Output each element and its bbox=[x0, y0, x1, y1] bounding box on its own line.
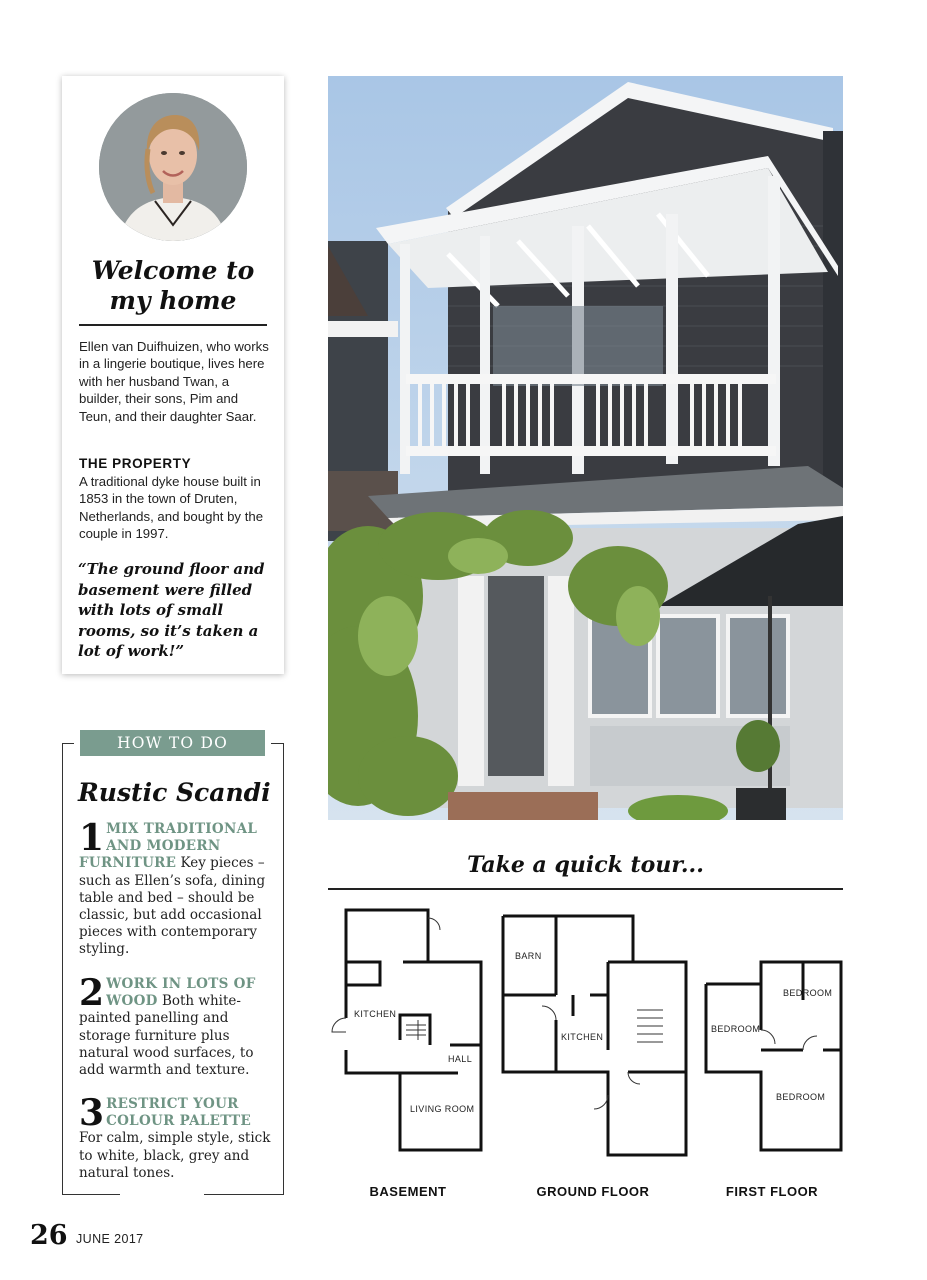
tip-heading: RESTRICT YOUR COLOUR PALETTE bbox=[106, 1096, 252, 1130]
issue-date: JUNE 2017 bbox=[76, 1232, 144, 1246]
tour-title: Take a quick tour... bbox=[467, 852, 704, 878]
floorplans bbox=[328, 900, 843, 1170]
room-label: BEDROOM bbox=[783, 988, 833, 998]
tip-number: 2 bbox=[79, 972, 105, 1014]
tip-text: Both white-painted panelling and storage furniture plus natural wood surfaces, to add warmth and texture. bbox=[79, 993, 254, 1079]
page-title: Welcome to my home bbox=[91, 256, 255, 315]
box-border-gap bbox=[120, 1191, 204, 1197]
tour-divider bbox=[328, 888, 843, 890]
room-label: BARN bbox=[515, 951, 542, 961]
floor-label-first: FIRST FLOOR bbox=[725, 1184, 819, 1199]
tip-item bbox=[79, 817, 275, 959]
how-to-title: Rustic Scandi bbox=[78, 778, 271, 807]
room-label: LIVING ROOM bbox=[410, 1104, 475, 1114]
tip-number: 1 bbox=[79, 817, 105, 859]
tip-text: For calm, simple style, stick to white, black, grey and natural tones. bbox=[79, 1130, 271, 1181]
pull-quote: “The ground floor and basement were filled with lots of small rooms, so it’s taken a lot of work!” bbox=[78, 560, 265, 660]
property-text: A traditional dyke house built in 1853 in the town of Druten, Netherlands, and bought by the couple in 1997. bbox=[79, 474, 264, 542]
how-to-tag: HOW TO DO bbox=[80, 730, 265, 756]
tip-text: Key pieces – such as Ellen’s sofa, dining table and bed – should be classic, but add occasional pieces with contemporary styling. bbox=[79, 855, 266, 958]
room-label: KITCHEN bbox=[561, 1032, 604, 1042]
room-label: HALL bbox=[448, 1054, 473, 1064]
property-heading: THE PROPERTY bbox=[79, 456, 192, 471]
avatar bbox=[99, 93, 247, 241]
tip-item bbox=[79, 972, 275, 1079]
tip-heading: WORK IN LOTS OF WOOD bbox=[106, 976, 256, 1010]
page-number: 26 bbox=[30, 1220, 68, 1251]
tip-number: 3 bbox=[79, 1092, 105, 1134]
room-label: KITCHEN bbox=[354, 1009, 397, 1019]
tip-item bbox=[79, 1092, 275, 1182]
tip-heading: MIX TRADITIONAL AND MODERN FURNITURE bbox=[79, 821, 258, 872]
floor-label-ground: GROUND FLOOR bbox=[536, 1184, 650, 1199]
profile-card bbox=[62, 76, 284, 674]
house-photo bbox=[328, 76, 843, 820]
room-label: BEDROOM bbox=[776, 1092, 826, 1102]
title-divider bbox=[79, 324, 267, 326]
intro-text: Ellen van Duifhuizen, who works in a lingerie boutique, lives here with her husband Twan, a builder, their sons, Pim and Teun, and their daughter Saar. bbox=[79, 339, 269, 424]
portrait-photo bbox=[99, 93, 247, 241]
floor-label-basement: BASEMENT bbox=[369, 1184, 447, 1199]
room-label: BEDROOM bbox=[711, 1024, 761, 1034]
